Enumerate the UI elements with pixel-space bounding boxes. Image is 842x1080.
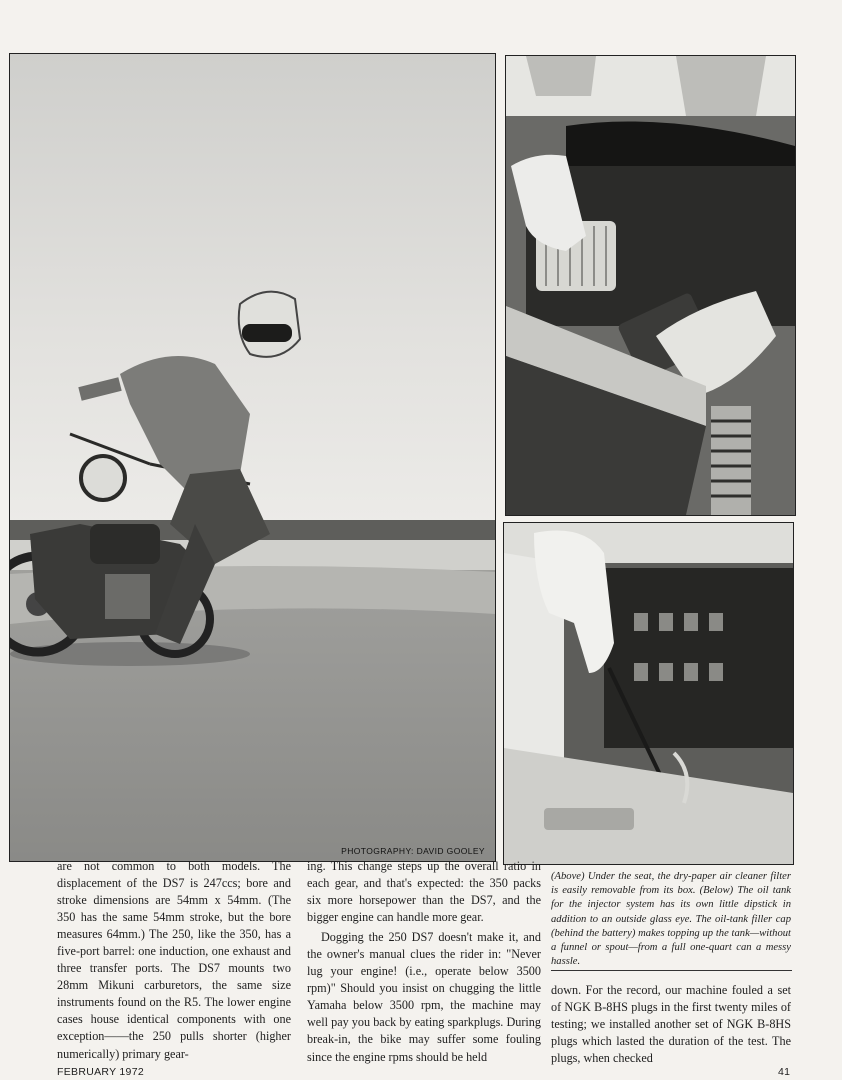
article-column-2	[307, 858, 541, 1066]
dipstick-illustration	[504, 523, 793, 864]
photo-credit: PHOTOGRAPHY: DAVID GOOLEY	[341, 846, 485, 856]
motorcycle-photo-illustration	[10, 54, 495, 861]
column-3-paragraph: down. For the record, our machine fouled a set of NGK B-8HS plugs in the first twenty miles of testing; we installed another set of NGK B-8HS plugs which lasted the duration of the test. The plugs, when checked	[551, 983, 791, 1066]
motorcycle-cornering-photo	[9, 53, 496, 862]
article-column-3	[551, 982, 791, 1067]
caption-divider	[551, 970, 792, 971]
air-cleaner-illustration	[506, 56, 795, 515]
air-cleaner-photo	[505, 55, 796, 516]
column-2-paragraph-1: ing. This change steps up the overall ratio in each gear, and that's expected: the 350 packs six more horsepower than the DS7, and the bigger engine can handle more gear.	[307, 859, 541, 925]
page-number: 41	[778, 1066, 791, 1078]
photo-caption: (Above) Under the seat, the dry-paper air cleaner filter is easily removable from its box. (Below) The oil tank for the injector system has its own little dipstick in addition to an outside glass eye. The oil-tank filler cap (behind the battery) makes topping up the tank—without a funnel or spout—from a full one-quart can a messy hassle.	[551, 871, 791, 968]
column-2-paragraph-2: Dogging the 250 DS7 doesn't make it, and the owner's manual clues the rider in: "Never lug your engine! (i.e., operate below 3500 rpm)" Should you insist on chugging the little Yamaha below 3500 rpm, the machine may well pay you back by eating sparkplugs. During break-in, the bike may suffer some fouling since the engine rpms should be held	[307, 930, 541, 1064]
issue-date: FEBRUARY 1972	[57, 1066, 144, 1078]
article-column-1	[57, 858, 291, 1063]
oil-tank-dipstick-photo	[503, 522, 794, 865]
column-1-paragraph: are not common to both models. The displacement of the DS7 is 247ccs; bore and stroke dimensions are 54mm x 54mm. (The 350 has the same 54mm stroke, but the bore measures 64mm.) The 250, like the 350, has a five-port barrel: one induction, one exhaust and three transfer ports. The DS7 mounts two 28mm Mikuni carburetors, the same size instruments found on the R5. The lower engine cases house identical components with one exception——the 250 pulls shorter (higher numerically) primary gear-	[57, 859, 291, 1061]
